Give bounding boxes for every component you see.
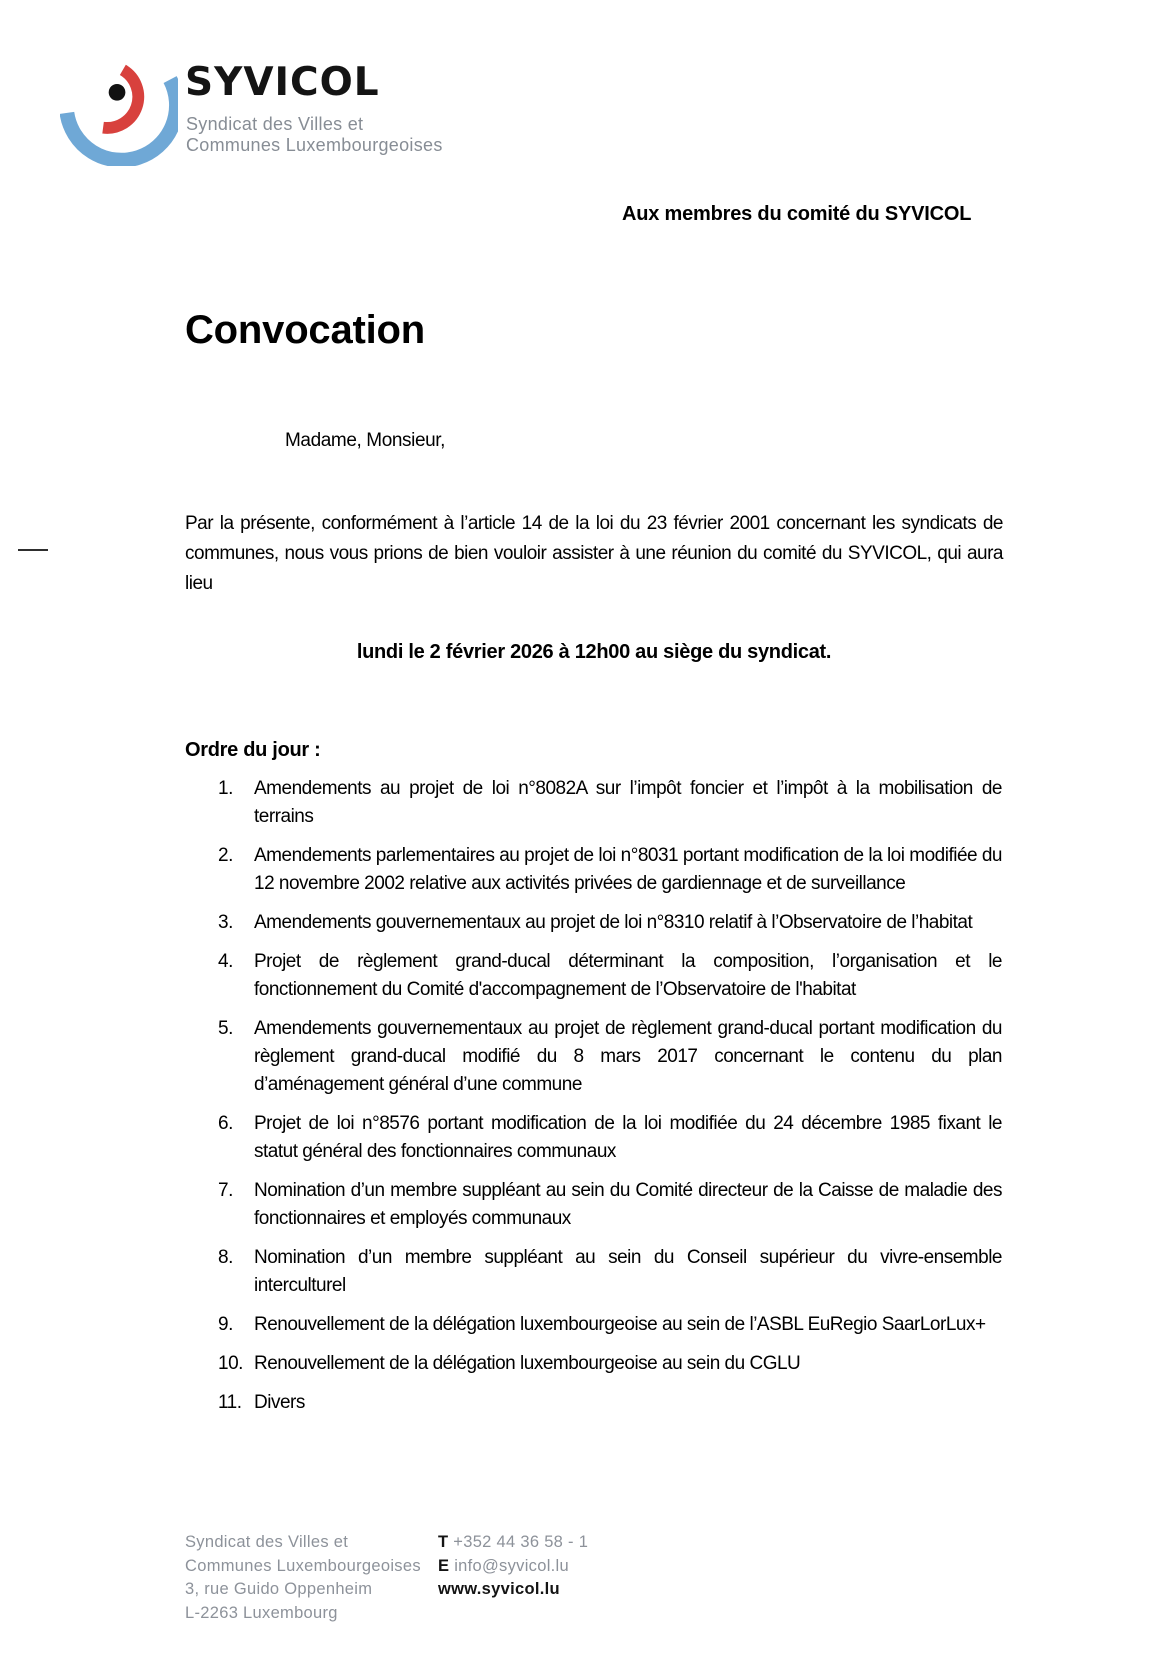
agenda-item-number: 3. <box>218 912 233 933</box>
footer-address-line: Syndicat des Villes et <box>185 1533 349 1551</box>
agenda-item-text: Nomination d’un membre suppléant au sein du Comité directeur de la Caisse de maladie des fonctionnaires et employés communaux <box>254 1180 1002 1229</box>
agenda-item-number: 2. <box>218 845 233 866</box>
agenda-item <box>218 1350 1002 1378</box>
footer-address-line: Communes Luxembourgeoises <box>185 1556 421 1575</box>
footer-phone-line <box>438 1531 588 1555</box>
agenda-item <box>218 1244 1002 1300</box>
brand-subtitle <box>186 114 443 156</box>
agenda-item-text: Projet de règlement grand-ducal déterminant la composition, l’organisation et le fonctionnement du Comité d'accompagnement de l’Observatoire de l'habitat <box>254 951 1002 1000</box>
agenda-item-text: Projet de loi n°8576 portant modification de la loi modifiée du 24 décembre 1985 fixant le statut général des fonctionnaires communaux <box>254 1113 1002 1162</box>
agenda-item-number: 7. <box>218 1180 233 1201</box>
fold-mark <box>18 549 48 551</box>
syvicol-logo-icon <box>60 52 178 166</box>
logo-dot <box>109 84 126 101</box>
agenda-item-number: 1. <box>218 778 233 799</box>
recipient-line: Aux membres du comité du SYVICOL <box>622 203 972 225</box>
meeting-date-line: lundi le 2 février 2026 à 12h00 au siège du syndicat. <box>356 641 832 663</box>
footer-address-line: L-2263 Luxembourg <box>185 1603 338 1622</box>
intro-paragraph: Par la présente, conformément à l’article 14 de la loi du 23 février 2001 concernant les syndicats de communes, nous vous prions de bien vouloir assister à une réunion du comité du SYVICOL, qui aura lieu <box>185 513 1003 594</box>
footer-email-line <box>438 1555 588 1579</box>
agenda-item <box>218 909 1002 937</box>
phone-label: T <box>438 1533 449 1551</box>
page-title: Convocation <box>185 308 426 352</box>
agenda-item-text: Amendements parlementaires au projet de loi n°8031 portant modification de la loi modifiée du 12 novembre 2002 relative aux activités privées de gardiennage et de surveillance <box>254 845 1002 894</box>
agenda-item-text: Nomination d’un membre suppléant au sein du Conseil supérieur du vivre-ensemble interculturel <box>254 1247 1002 1296</box>
agenda-item-text: Amendements au projet de loi n°8082A sur l’impôt foncier et l’impôt à la mobilisation de terrains <box>254 778 1002 827</box>
agenda-item <box>218 775 1002 831</box>
agenda-item-number: 6. <box>218 1113 233 1134</box>
agenda-heading: Ordre du jour : <box>185 739 321 761</box>
phone-number: +352 44 36 58 - 1 <box>453 1533 589 1551</box>
agenda-item-text: Amendements gouvernementaux au projet de loi n°8310 relatif à l’Observatoire de l’habitat <box>254 912 973 933</box>
agenda-item-number: 9. <box>218 1314 233 1335</box>
agenda-item <box>218 1015 1002 1099</box>
agenda-item-text: Amendements gouvernementaux au projet de règlement grand-ducal portant modification du règlement grand-ducal modifié du 8 mars 2017 concernant le contenu du plan d’aménagement général d’une commune <box>254 1018 1002 1095</box>
agenda-item-number: 5. <box>218 1018 233 1039</box>
agenda-item-text: Renouvellement de la délégation luxembourgeoise au sein de l’ASBL EuRegio SaarLorLux+ <box>254 1314 986 1335</box>
email-label: E <box>438 1556 450 1575</box>
agenda-item-text: Renouvellement de la délégation luxembourgeoise au sein du CGLU <box>254 1353 801 1374</box>
agenda-item-number: 4. <box>218 951 233 972</box>
agenda-list <box>218 775 1002 1428</box>
salutation: Madame, Monsieur, <box>285 430 446 451</box>
brand-subtitle-line1: Syndicat des Villes et <box>186 114 364 134</box>
agenda-item-number: 11. <box>218 1392 242 1413</box>
agenda-item <box>218 1389 1002 1417</box>
footer-contact <box>438 1531 588 1602</box>
agenda-item <box>218 948 1002 1004</box>
agenda-item-text: Divers <box>254 1392 305 1413</box>
agenda-item <box>218 1311 1002 1339</box>
agenda-item <box>218 842 1002 898</box>
brand-name: SYVICOL <box>185 60 380 105</box>
agenda-item-number: 10. <box>218 1353 243 1374</box>
agenda-item <box>218 1110 1002 1166</box>
agenda-item-number: 8. <box>218 1247 233 1268</box>
brand-subtitle-line2: Communes Luxembourgeoises <box>186 135 443 155</box>
agenda-item <box>218 1177 1002 1233</box>
email-address: info@syvicol.lu <box>454 1556 569 1575</box>
footer-address-line: 3, rue Guido Oppenheim <box>185 1580 373 1598</box>
footer-address <box>185 1531 421 1625</box>
website-url: www.syvicol.lu <box>438 1580 560 1598</box>
